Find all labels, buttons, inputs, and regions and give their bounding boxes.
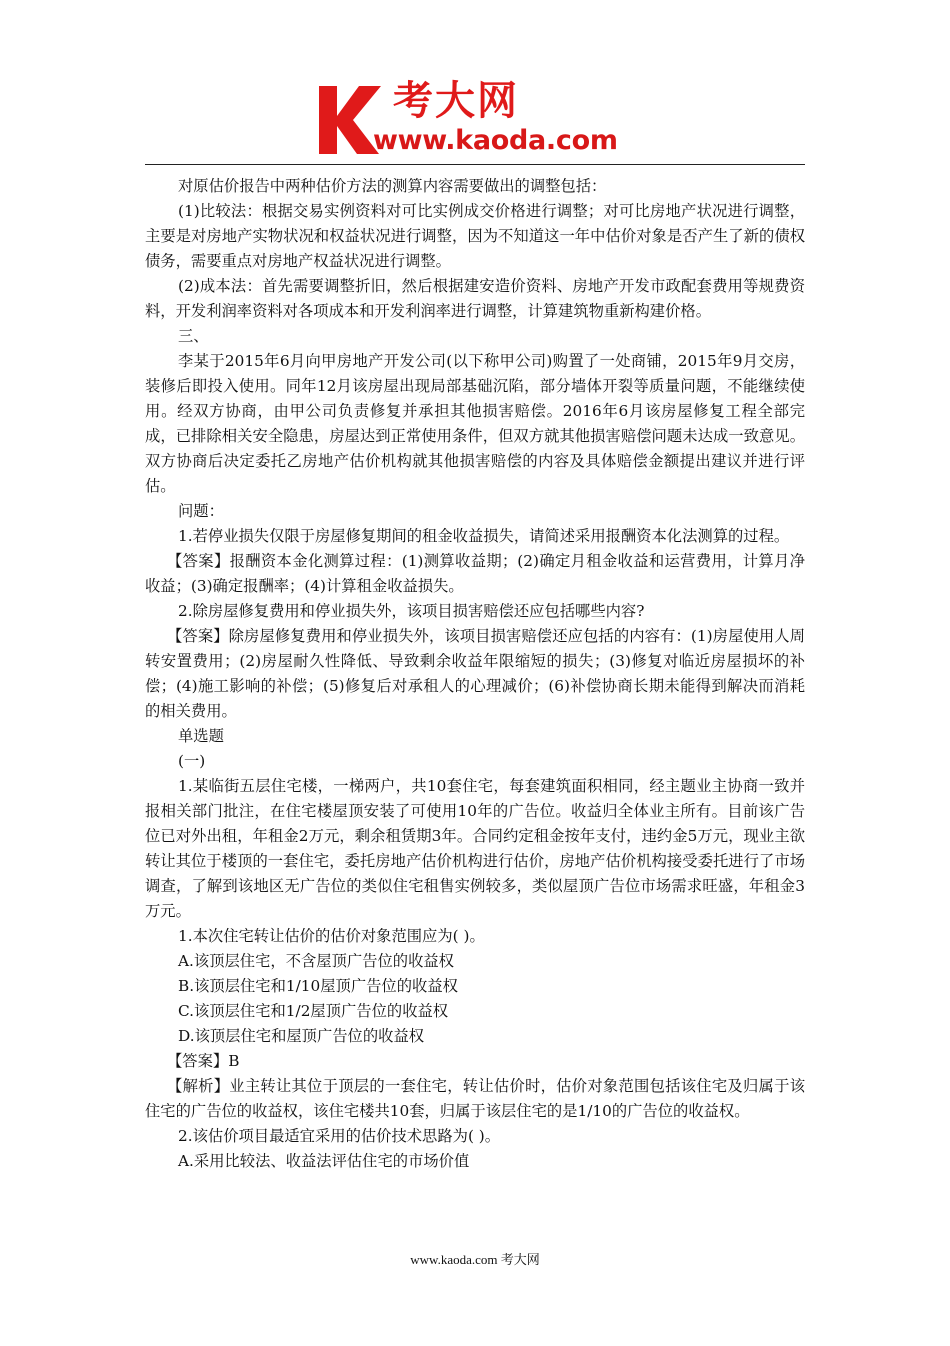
option: B.该顶层住宅和1/10屋顶广告位的收益权	[178, 977, 458, 995]
section-heading: 三、	[178, 327, 209, 345]
answer: 【答案】B	[167, 1052, 240, 1070]
answer: 【答案】报酬资本金化测算过程：(1)测算收益期；(2)确定月租金收益和运营费用，计算月净收益；(3)确定报酬率；(4)计算租金收益损失。	[145, 552, 805, 595]
kaoda-logo[interactable]	[315, 80, 635, 160]
logo-chinese-text: 考大网	[393, 78, 519, 124]
answer: 【答案】除房屋修复费用和停业损失外，该项目损害赔偿还应包括的内容有：(1)房屋使用人周转安置费用；(2)房屋耐久性降低、导致剩余收益年限缩短的损失；(3)修复对临近房屋损坏的补偿；(4)施工影响的补偿；(5)修复后对承租人的心理减价；(6)补偿协商长期未能得到解决而消耗的相关费用。	[145, 627, 805, 720]
document-body	[145, 174, 805, 1174]
section-heading: 单选题	[178, 727, 224, 745]
question: 1.若停业损失仅限于房屋修复期间的租金收益损失，请简述采用报酬资本化法测算的过程。	[178, 527, 790, 545]
paragraph: (2)成本法：首先需要调整折旧，然后根据建安造价资料、房地产开发市政配套费用等规费资料，开发利润率资料对各项成本和开发利润率进行调整，计算建筑物重新构建价格。	[145, 277, 805, 320]
option: D.该顶层住宅和屋顶广告位的收益权	[178, 1027, 425, 1045]
question-label: 问题：	[178, 502, 224, 520]
page-footer: www.kaoda.com 考大网	[410, 1252, 540, 1267]
option: A.采用比较法、收益法评估住宅的市场价值	[178, 1152, 470, 1170]
paragraph: 对原估价报告中两种估价方法的测算内容需要做出的调整包括：	[178, 177, 607, 195]
paragraph: 李某于2015年6月向甲房地产开发公司(以下称甲公司)购置了一处商铺，2015年9月交房，装修后即投入使用。同年12月该房屋出现局部基础沉陷，部分墙体开裂等质量问题，不能继续使用。经双方协商，由甲公司负责修复并承担其他损害赔偿。2016年6月该房屋修复工程全部完成，已排除相关安全隐患，房屋达到正常使用条件，但双方就其他损害赔偿问题未达成一致意见。双方协商后决定委托乙房地产估价机构就其他损害赔偿的内容及具体赔偿金额提出建议并进行评估。	[145, 352, 805, 495]
option: C.该顶层住宅和1/2屋顶广告位的收益权	[178, 1002, 449, 1020]
question: 2.除房屋修复费用和停业损失外，该项目损害赔偿还应包括哪些内容?	[178, 602, 645, 620]
option: A.该顶层住宅，不含屋顶广告位的收益权	[178, 952, 454, 970]
question: 1.本次住宅转让估价的估价对象范围应为( )。	[178, 927, 485, 945]
analysis: 【解析】业主转让其位于顶层的一套住宅，转让估价时，估价对象范围包括该住宅及归属于该住宅的广告位的收益权，该住宅楼共10套，归属于该层住宅的是1/10的广告位的收益权。	[145, 1077, 805, 1120]
header-divider	[145, 164, 805, 165]
page-header	[145, 0, 805, 166]
paragraph: (1)比较法：根据交易实例资料对可比实例成交价格进行调整；对可比房地产状况进行调整，主要是对房地产实物状况和权益状况进行调整，因为不知道这一年中估价对象是否产生了新的债权债务，需要重点对房地产权益状况进行调整。	[145, 202, 805, 270]
section-heading: (一)	[178, 752, 206, 770]
logo-url-text: www.kaoda.com	[373, 125, 618, 156]
paragraph: 1.某临街五层住宅楼，一梯两户，共10套住宅，每套建筑面积相同，经主题业主协商一致并报相关部门批注，在住宅楼屋顶安装了可使用10年的广告位。收益归全体业主所有。目前该广告位已对外出租，年租金2万元，剩余租赁期3年。合同约定租金按年支付，违约金5万元，现业主欲转让其位于楼顶的一套住宅，委托房地产估价机构进行估价，房地产估价机构接受委托进行了市场调查，了解到该地区无广告位的类似住宅租售实例较多，类似屋顶广告位市场需求旺盛，年租金3万元。	[145, 777, 805, 920]
question: 2.该估价项目最适宜采用的估价技术思路为( )。	[178, 1127, 501, 1145]
